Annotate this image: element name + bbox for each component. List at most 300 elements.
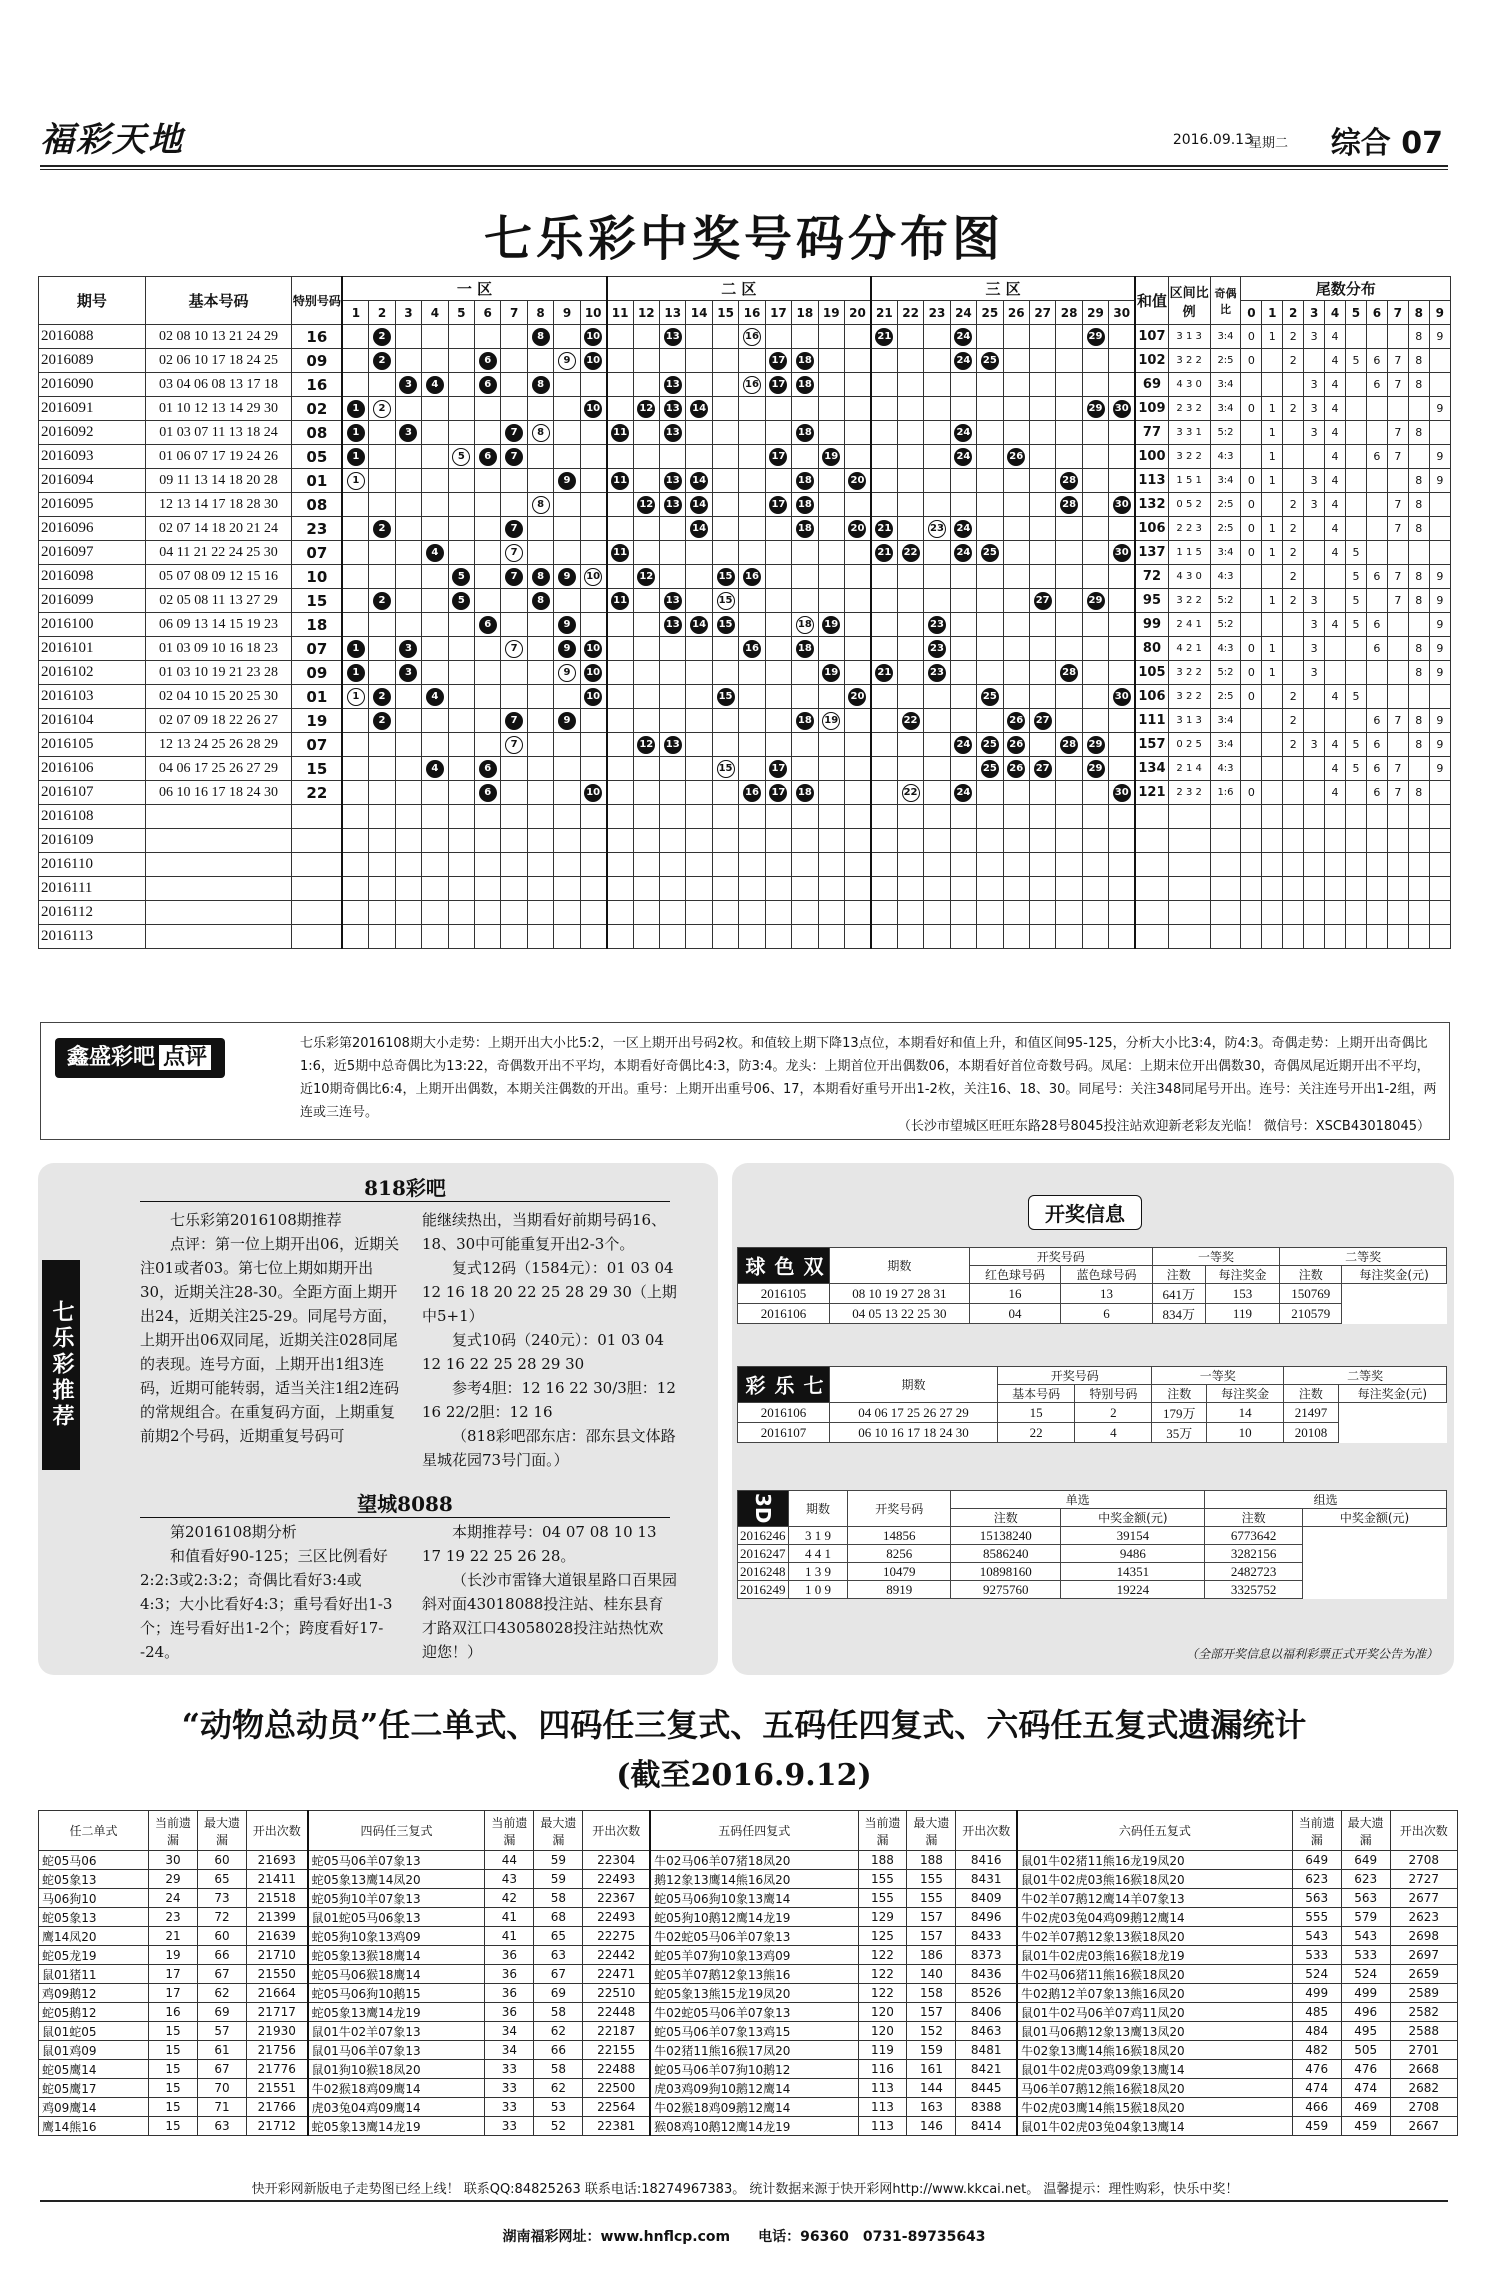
num-cell-23 [924,445,950,469]
period-cell: 2016113 [39,925,146,949]
num-cell-2 [369,373,395,397]
tail-cell-9: 9 [1429,469,1450,493]
number-ball: 3 [399,664,417,682]
stats-cell: 21693 [246,1851,307,1870]
num-cell-4 [422,805,448,829]
number-ball: 15 [717,688,735,706]
oddeven-cell: 3:4 [1210,733,1241,757]
stats-cell: 30 [149,1851,198,1870]
number-ball: 16 [743,568,761,586]
stats-row [39,1946,1458,1965]
number-ball: 14 [690,616,708,634]
sum-cell: 102 [1135,349,1168,373]
number-ball: 13 [664,424,682,442]
tail-cell-7: 7 [1387,589,1408,613]
tail-cell-3 [1304,853,1325,877]
sum-cell: 106 [1135,517,1168,541]
tail-cell-3: 3 [1304,733,1325,757]
tail-cell-4: 4 [1325,349,1346,373]
stats-cell: 马06狗10 [39,1889,149,1908]
num-cell-15 [712,877,738,901]
col-ratio: 区间比例 [1168,277,1210,325]
num-cell-5 [448,349,474,373]
tail-cell-6 [1366,685,1387,709]
num-cell-1 [342,805,368,829]
stats-cell: 21712 [246,2117,307,2136]
number-ball: 26 [1007,712,1025,730]
tail-cell-7 [1387,877,1408,901]
num-cell-8 [527,373,553,397]
stats-head-cell: 最大遗漏 [907,1811,956,1851]
num-cell-27 [1029,661,1055,685]
num-cell-28 [1056,469,1082,493]
oddeven-cell: 3:4 [1210,373,1241,397]
number-ball: 10 [584,688,602,706]
num-cell-17 [765,733,791,757]
ratio-cell: 3 3 1 [1168,421,1210,445]
num-cell-10 [580,781,606,805]
stats-cell: 22275 [583,1927,650,1946]
num-cell-12 [633,445,659,469]
num-cell-29 [1082,853,1108,877]
num-cell-26 [1003,637,1029,661]
num-cell-6 [475,349,501,373]
stats-cell: 33 [485,2098,534,2117]
num-cell-25 [977,349,1003,373]
num-cell-12 [633,421,659,445]
stats-cell: 蛇05象13熊15龙19凤20 [650,1984,858,2003]
stats-cell: 59 [534,1851,583,1870]
num-cell-23 [924,709,950,733]
sum-cell: 134 [1135,757,1168,781]
num-cell-7 [501,685,527,709]
period-cell: 2016094 [39,469,146,493]
num-cell-16 [739,469,765,493]
num-cell-15 [712,397,738,421]
tail-cell-4: 4 [1325,685,1346,709]
tail-cell-9: 9 [1429,397,1450,421]
num-cell-19 [818,925,844,949]
num-cell-14 [686,901,712,925]
num-cell-3 [395,421,421,445]
stats-cell: 蛇05象13鹰14龙19 [308,2117,485,2136]
info-cell: 153 [1205,1284,1280,1304]
tail-cell-0: 0 [1241,397,1262,421]
num-cell-17 [765,325,791,349]
num-cell-12 [633,733,659,757]
number-ball: 12 [637,568,655,586]
grid-row [39,325,1451,349]
tail-cell-9: 9 [1429,661,1450,685]
ratio-cell: 3 2 2 [1168,589,1210,613]
num-cell-22 [897,877,923,901]
number-ball: 7 [505,520,523,538]
tail-cell-5: 5 [1346,757,1367,781]
num-cell-28 [1056,397,1082,421]
num-cell-7 [501,661,527,685]
number-ball: 23 [928,616,946,634]
tail-cell-1 [1262,565,1283,589]
stats-cell: 41 [485,1927,534,1946]
num-cell-9 [554,517,580,541]
num-cell-2 [369,733,395,757]
rec-col2: 能继续热出，当期看好前期号码16、18、30中可能重复开出2-3个。 复式12码（1584元）：01 03 04 12 16 18 20 22 25 28 29 30（上期中5+1） 复式10码（240元）：01 03 04 12 16 22 25 28 29 30 参考4胆：12 16 22 30/3胆：12 16 22/2胆：12 16 （818彩吧邵东店：邵东县文体路星城花园73号门面。） [422,1211,677,1469]
num-cell-1 [342,397,368,421]
sum-cell: 105 [1135,661,1168,685]
info-cell: 2016105 [738,1284,830,1304]
num-cell-22 [897,661,923,685]
num-cell-26 [1003,565,1029,589]
tail-cell-1: 1 [1262,445,1283,469]
stats-cell: 524 [1292,1965,1341,1984]
tail-cell-9 [1429,349,1450,373]
num-cell-8 [527,757,553,781]
number-ball: 6 [479,376,497,394]
grid-row [39,565,1451,589]
tail-cell-5: 5 [1346,541,1367,565]
stats-table [38,1810,1458,2136]
num-cell-8 [527,541,553,565]
stats-cell: 61 [198,2041,247,2060]
stats-head-cell: 当前遗漏 [149,1811,198,1851]
stats-cell: 2623 [1390,1908,1457,1927]
oddeven-cell: 1:6 [1210,781,1241,805]
tail-cell-3 [1304,445,1325,469]
num-cell-19 [818,829,844,853]
num-cell-25 [977,733,1003,757]
stats-cell: 22381 [583,2117,650,2136]
num-cell-27 [1029,757,1055,781]
num-cell-13 [660,901,686,925]
num-cell-14 [686,709,712,733]
num-cell-2 [369,397,395,421]
number-ball: 15 [717,616,735,634]
newspaper-logo: 福彩天地 [40,120,184,160]
num-cell-18 [792,517,818,541]
tail-cell-1 [1262,877,1283,901]
special-number-cell: 08 [292,421,343,445]
num-cell-23 [924,901,950,925]
num-cell-16 [739,397,765,421]
stats-head-cell: 当前遗漏 [858,1811,907,1851]
stats-cell: 563 [1341,1889,1390,1908]
num-cell-16 [739,877,765,901]
num-cell-8 [527,637,553,661]
num-cell-12 [633,565,659,589]
sum-cell: 95 [1135,589,1168,613]
num-cell-11 [607,421,633,445]
number-ball: 18 [796,640,814,658]
tail-cell-0 [1241,757,1262,781]
num-cell-14 [686,757,712,781]
stats-cell: 34 [485,2022,534,2041]
num-col-22: 22 [897,301,923,325]
num-cell-21 [871,589,897,613]
num-cell-1 [342,445,368,469]
tail-col-3: 3 [1304,301,1325,325]
num-cell-15 [712,421,738,445]
num-cell-12 [633,805,659,829]
num-cell-18 [792,685,818,709]
num-cell-22 [897,373,923,397]
num-cell-30 [1109,853,1135,877]
num-cell-15 [712,589,738,613]
stats-cell: 122 [858,1965,907,1984]
num-cell-6 [475,901,501,925]
tail-cell-5 [1346,709,1367,733]
info-cell: 10479 [848,1563,951,1581]
ratio-cell: 2 2 3 [1168,517,1210,541]
number-ball: 4 [426,760,444,778]
stats-cell: 476 [1341,2060,1390,2079]
stats-cell: 33 [485,2079,534,2098]
num-cell-1 [342,661,368,685]
number-ball: 13 [664,592,682,610]
tail-cell-0 [1241,421,1262,445]
info-cell: 210579 [1280,1304,1342,1324]
special-number-cell: 02 [292,397,343,421]
num-cell-11 [607,901,633,925]
tail-cell-8 [1408,541,1429,565]
sum-cell: 72 [1135,565,1168,589]
grid-row [39,517,1451,541]
num-cell-25 [977,685,1003,709]
oddeven-cell: 4:3 [1210,757,1241,781]
info-cell: 2 [1075,1403,1152,1423]
num-cell-8 [527,493,553,517]
stats-cell: 59 [534,1870,583,1889]
num-cell-19 [818,421,844,445]
period-cell: 2016106 [39,757,146,781]
number-ball: 15 [717,760,735,778]
oddeven-cell: 4:3 [1210,565,1241,589]
num-cell-22 [897,757,923,781]
stats-cell: 68 [534,1908,583,1927]
num-cell-25 [977,877,1003,901]
num-cell-18 [792,757,818,781]
period-cell: 2016095 [39,493,146,517]
number-ball: 2 [373,712,391,730]
stats-title: “动物总动员”任二单式、四码任三复式、五码任四复式、六码任五复式遗漏统计 [181,1706,1307,1744]
num-cell-6 [475,541,501,565]
tail-cell-2: 2 [1283,733,1304,757]
tail-cell-7: 7 [1387,565,1408,589]
oddeven-cell: 3:4 [1210,469,1241,493]
number-ball: 8 [532,568,550,586]
stats-cell: 8373 [956,1946,1017,1965]
num-cell-23 [924,565,950,589]
stats-cell: 58 [534,2003,583,2022]
stats-cell: 57 [198,2022,247,2041]
num-cell-28 [1056,565,1082,589]
num-cell-6 [475,469,501,493]
number-ball: 2 [373,592,391,610]
num-cell-11 [607,757,633,781]
num-cell-27 [1029,925,1055,949]
stats-cell: 猴08鸡10鹅12鹰14龙19 [650,2117,858,2136]
num-cell-14 [686,829,712,853]
stats-cell: 牛02象13鹰14熊16猴18凤20 [1017,2041,1292,2060]
info-cell: 3 1 9 [788,1527,848,1545]
stats-cell: 22564 [583,2098,650,2117]
basic-numbers-cell: 01 06 07 17 19 24 26 [145,445,291,469]
number-ball: 2 [373,328,391,346]
tail-cell-8: 8 [1408,493,1429,517]
stats-cell: 2682 [1390,2079,1457,2098]
num-cell-9 [554,421,580,445]
num-cell-23 [924,685,950,709]
num-cell-17 [765,757,791,781]
number-ball: 11 [611,424,629,442]
num-cell-1 [342,565,368,589]
number-ball: 18 [796,352,814,370]
tail-cell-6 [1366,589,1387,613]
num-cell-5 [448,925,474,949]
stats-cell: 23 [149,1908,198,1927]
num-col-2: 2 [369,301,395,325]
number-ball: 17 [769,496,787,514]
number-ball: 7 [505,568,523,586]
num-cell-5 [448,541,474,565]
num-cell-6 [475,925,501,949]
num-cell-10 [580,493,606,517]
num-cell-22 [897,853,923,877]
stats-cell: 蛇05马06羊07象13鸡15 [650,2022,858,2041]
tail-cell-7 [1387,541,1408,565]
tail-cell-8: 8 [1408,325,1429,349]
special-number-cell [292,877,343,901]
tail-cell-3: 3 [1304,373,1325,397]
basic-numbers-cell: 06 10 16 17 18 24 30 [145,781,291,805]
grid-row [39,397,1451,421]
num-cell-21 [871,877,897,901]
tail-cell-8: 8 [1408,733,1429,757]
num-cell-6 [475,781,501,805]
period-cell: 2016100 [39,613,146,637]
num-cell-15 [712,349,738,373]
stats-cell: 22500 [583,2079,650,2098]
stats-cell: 21756 [246,2041,307,2060]
num-cell-24 [950,757,976,781]
num-cell-2 [369,781,395,805]
num-cell-15 [712,565,738,589]
num-cell-6 [475,373,501,397]
number-ball: 13 [664,616,682,634]
oddeven-cell [1210,877,1241,901]
stats-cell: 22155 [583,2041,650,2060]
num-cell-29 [1082,493,1108,517]
tail-cell-5 [1346,469,1367,493]
number-ball: 20 [848,472,866,490]
footer-divider [40,2200,1448,2202]
info-cell: 15138240 [951,1527,1061,1545]
stats-cell: 21550 [246,1965,307,1984]
stats-cell: 524 [1341,1965,1390,1984]
num-cell-7 [501,589,527,613]
basic-numbers-cell: 04 06 17 25 26 27 29 [145,757,291,781]
number-ball: 9 [558,472,576,490]
tail-cell-2 [1283,925,1304,949]
info-row [738,1581,1447,1599]
num-cell-13 [660,925,686,949]
stats-cell: 21518 [246,1889,307,1908]
info-cell: 2016248 [738,1563,789,1581]
num-cell-29 [1082,781,1108,805]
num-cell-4 [422,541,448,565]
num-cell-27 [1029,541,1055,565]
num-cell-29 [1082,541,1108,565]
num-cell-30 [1109,349,1135,373]
oddeven-cell: 5:2 [1210,421,1241,445]
qlc-label: 七乐彩 [738,1367,830,1403]
num-cell-2 [369,541,395,565]
num-cell-27 [1029,325,1055,349]
num-cell-2 [369,877,395,901]
num-cell-28 [1056,373,1082,397]
num-cell-19 [818,901,844,925]
tail-cell-2 [1283,469,1304,493]
stats-cell: 66 [534,2041,583,2060]
sum-cell: 107 [1135,325,1168,349]
stats-cell: 21399 [246,1908,307,1927]
stats-cell: 牛02羊07鹅12鹰14羊07象13 [1017,1889,1292,1908]
num-cell-27 [1029,397,1055,421]
num-cell-9 [554,445,580,469]
period-cell: 2016101 [39,637,146,661]
tail-cell-1: 1 [1262,469,1283,493]
d3-table: 3D 期数 开奖号码 单选 组选 注数 中奖金额(元) 注数 中奖金额(元) 2016246 3 1 9 14856 15138240 39154 6773642 2016247 4 4 1 8256 8586240 9486 3282156 2016248 1 3 9 10479 10898160 14351 2482723 2016249 1 0 9 8919 9275760 19224 3325752 [737,1490,1447,1599]
num-cell-9 [554,733,580,757]
num-col-16: 16 [739,301,765,325]
stats-cell: 122 [858,1984,907,2003]
num-cell-18 [792,829,818,853]
comment-badge: 鑫盛彩吧 点评 [55,1038,225,1078]
num-cell-7 [501,325,527,349]
num-cell-21 [871,661,897,685]
oddeven-cell: 4:3 [1210,637,1241,661]
num-col-29: 29 [1082,301,1108,325]
tail-cell-5 [1346,661,1367,685]
num-cell-11 [607,829,633,853]
info-cell: 4 [1075,1423,1152,1443]
info-cell: 1 0 9 [788,1581,848,1599]
period-cell: 2016098 [39,565,146,589]
tail-cell-6 [1366,925,1387,949]
info-cell: 641万 [1152,1284,1205,1304]
comment-text: 七乐彩第2016108期大小走势：上期开出大小比5:2，一区上期开出号码2枚。和值较上期下降13点位，本期看好和值上升，和值区间95-125，分析大小比3:4，防4:3。奇偶走势：上期开出奇偶比1:6，近5期中总奇偶比为13:22，奇偶数开出不平均，本期看好奇偶比4:3，防3:4。龙头：上期首位开出偶数06，本期看好首位奇数号码。凤尾：上期末位开出偶数30，奇偶凤尾近期开出不平均，近10期奇偶比6:4，上期开出偶数，本期关注偶数的开出。重号：上期开出重号06、17，本期看好重号开出1-2枚，关注16、18、30。同尾号：关注348同尾号开出。连号：关注连号开出1-2组，两连或三连号。 [300,1036,1437,1120]
tail-cell-0 [1241,877,1262,901]
num-cell-7 [501,517,527,541]
col-zone3: 三 区 [871,277,1135,301]
tail-cell-2 [1283,829,1304,853]
info-cell: 14351 [1061,1563,1205,1581]
num-cell-9 [554,613,580,637]
num-col-8: 8 [527,301,553,325]
stats-cell: 虎03兔04鸡09鹰14 [308,2098,485,2117]
num-cell-13 [660,637,686,661]
ratio-cell: 4 3 0 [1168,373,1210,397]
tail-cell-4 [1325,925,1346,949]
period-cell: 2016105 [39,733,146,757]
sum-cell: 106 [1135,685,1168,709]
number-ball: 19 [822,616,840,634]
tail-cell-7: 7 [1387,445,1408,469]
num-cell-28 [1056,733,1082,757]
num-cell-28 [1056,349,1082,373]
num-cell-23 [924,613,950,637]
stats-cell: 159 [907,2041,956,2060]
number-ball: 24 [954,544,972,562]
